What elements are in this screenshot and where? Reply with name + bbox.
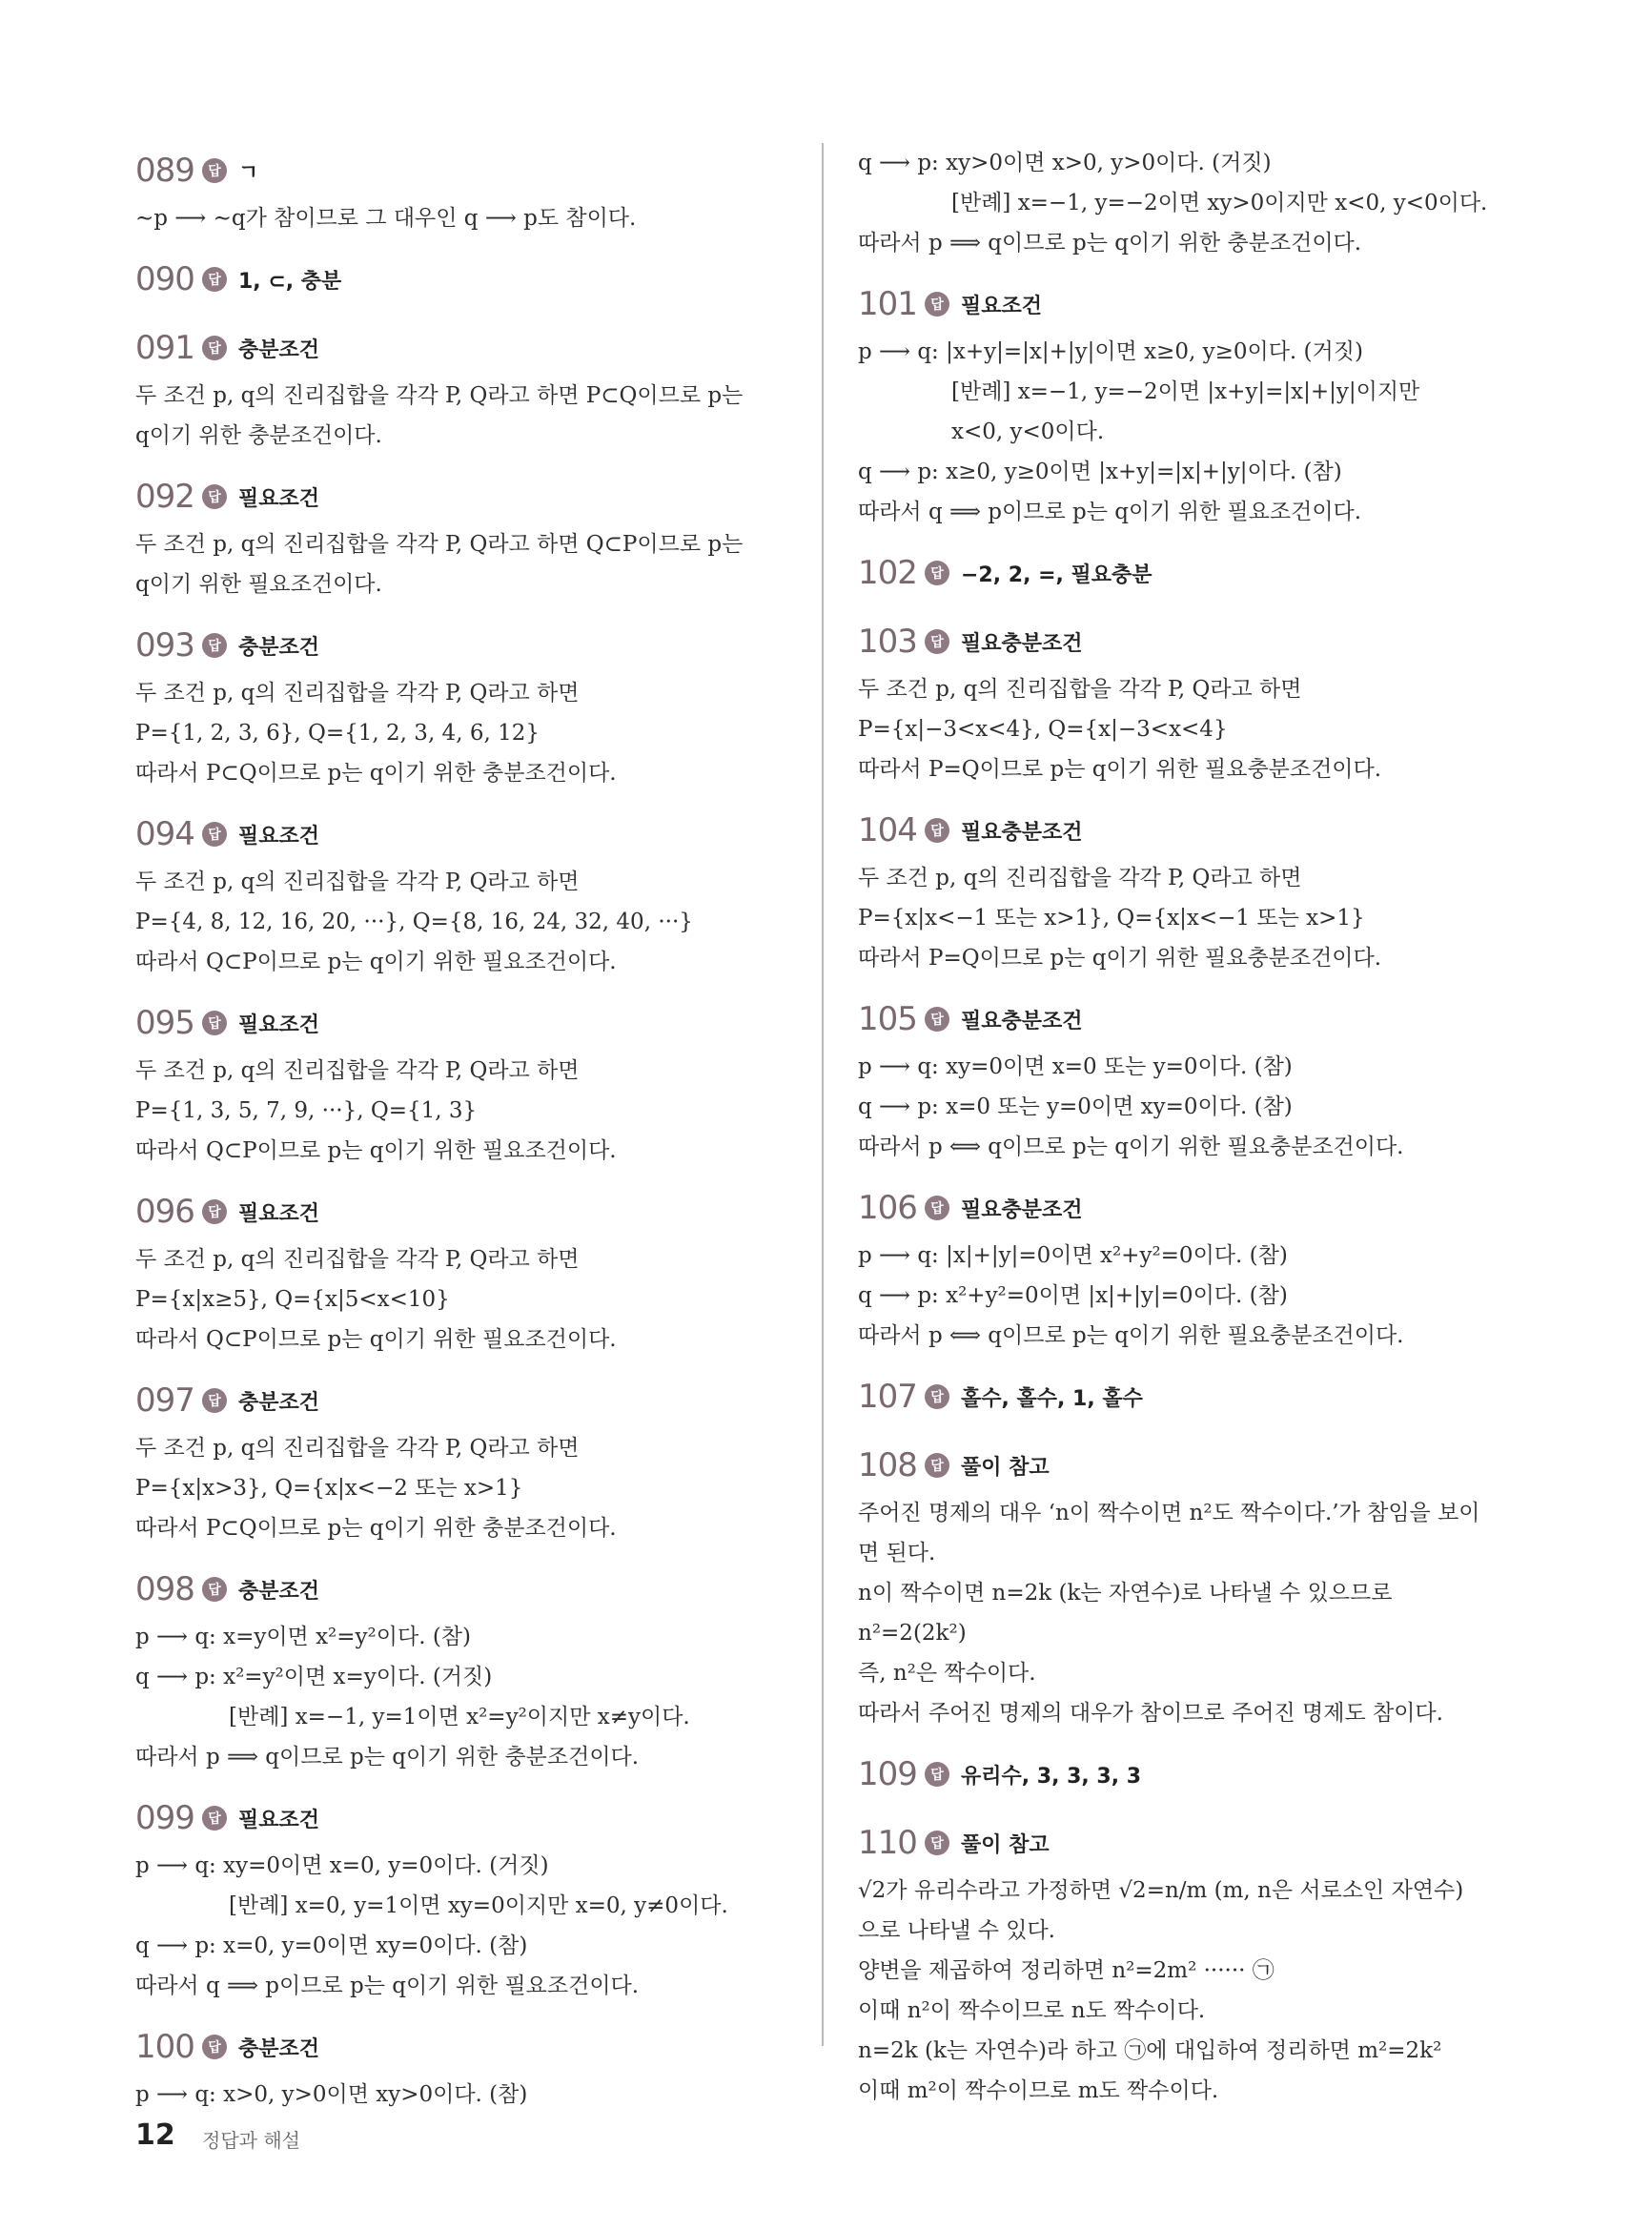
answer-entry [135,2019,793,2115]
answer-entry [858,1369,1525,1424]
problem-number: 094 [135,815,194,853]
explanation-line: 두 조건 p, q의 진리집합을 각각 P, Q라고 하면 [135,1247,580,1272]
answer-text: 충분조건 [238,2036,320,2061]
explanation-line: 두 조건 p, q의 진리집합을 각각 P, Q라고 하면 [135,1436,580,1461]
answer-entry [858,545,1525,601]
answer-text: −2, 2, =, 필요충분 [961,563,1152,587]
explanation-line: P={x|−3<x<4}, Q={x|−3<x<4} [858,717,1228,742]
answer-entry [858,1180,1525,1356]
answer-text: 필요충분조건 [961,631,1083,656]
answer-entry [858,276,1525,532]
problem-number: 107 [858,1378,917,1416]
explanation-line: q ⟶ p: x²=y²이면 x=y이다. (거짓) [135,1665,493,1689]
problem-number: 095 [135,1004,194,1042]
answer-badge: 답 [925,818,949,843]
answer-entry [135,807,793,982]
answer-badge: 답 [202,267,227,292]
answer-entry [135,618,793,793]
explanation-line: 따라서 Q⊂P이므로 p는 q이기 위한 필요조건이다. [135,1327,617,1352]
explanation-line: 면 된다. [858,1541,936,1565]
explanation-line: 두 조건 p, q의 진리집합을 각각 P, Q라고 하면 [135,681,580,706]
explanation-line: 따라서 P⊂Q이므로 p는 q이기 위한 충분조건이다. [135,761,617,786]
problem-number: 100 [135,2028,194,2066]
explanation-line: p ⟶ q: |x+y|=|x|+|y|이면 x≥0, y≥0이다. (거짓) [858,339,1363,364]
answer-badge: 답 [202,1011,227,1035]
explanation-line: 두 조건 p, q의 진리집합을 각각 P, Q라고 하면 [858,677,1302,702]
answer-text: 충분조건 [238,338,320,362]
explanation-line: 따라서 P⊂Q이므로 p는 q이기 위한 충분조건이다. [135,1516,617,1541]
answer-text: 유리수, 3, 3, 3, 3 [961,1764,1142,1789]
explanation-line: p ⟶ q: |x|+|y|=0이면 x²+y²=0이다. (참) [858,1243,1288,1268]
answer-text: 충분조건 [238,1579,320,1604]
answer-text: 풀이 참고 [961,1455,1050,1480]
answer-badge: 답 [202,1199,227,1224]
answer-text: 필요조건 [238,824,320,849]
explanation-line: x<0, y<0이다. [951,419,1105,444]
answer-entry [858,1747,1525,1802]
explanation-line: 두 조건 p, q의 진리집합을 각각 P, Q라고 하면 P⊂Q이므로 p는 [135,383,744,408]
explanation-line: p ⟶ q: xy=0이면 x=0, y=0이다. (거짓) [135,1853,549,1878]
explanation-line: P={1, 3, 5, 7, 9, ···}, Q={1, 3} [135,1098,478,1123]
answer-entry [858,143,1525,263]
explanation-line: 따라서 Q⊂P이므로 p는 q이기 위한 필요조건이다. [135,1138,617,1163]
problem-number: 108 [858,1446,917,1484]
problem-number: 099 [135,1799,194,1837]
left-column [135,143,793,2128]
page-number: 12 [135,2118,175,2152]
answer-badge: 답 [202,336,227,360]
answer-entry [858,803,1525,978]
problem-number: 102 [858,554,917,592]
answer-text: 필요조건 [238,1201,320,1226]
explanation-line: ∼p ⟶ ∼q가 참이므로 그 대우인 q ⟶ p도 참이다. [135,206,637,231]
problem-number: 106 [858,1189,917,1227]
explanation-line: [반례] x=0, y=1이면 xy=0이지만 x=0, y≠0이다. [229,1893,728,1918]
column-divider [822,143,824,2046]
answer-badge: 답 [925,1453,949,1478]
entry-header [135,469,793,524]
explanation-line: 따라서 p ⟹ q이므로 p는 q이기 위한 충분조건이다. [858,231,1362,256]
explanation-line: p ⟶ q: xy=0이면 x=0 또는 y=0이다. (참) [858,1054,1293,1079]
explanation-line: q이기 위한 필요조건이다. [135,572,382,597]
explanation-line: 두 조건 p, q의 진리집합을 각각 P, Q라고 하면 [135,869,580,894]
explanation-line: n²=2(2k²) [858,1621,967,1646]
entry-header [858,1815,1525,1871]
answer-text: 필요충분조건 [961,1197,1083,1222]
answer-entry [858,614,1525,789]
entry-header [135,320,793,376]
answer-badge: 답 [925,1762,949,1787]
explanation-line: 두 조건 p, q의 진리집합을 각각 P, Q라고 하면 Q⊂P이므로 p는 [135,532,744,557]
answer-badge: 답 [925,1831,949,1855]
answer-entry [135,1790,793,2006]
answer-badge: 답 [925,292,949,317]
entry-header [858,614,1525,669]
explanation-line: 양변을 제곱하여 정리하면 n²=2m² ······ ㉠ [858,1958,1275,1983]
entry-header [858,992,1525,1047]
answer-entry [135,143,793,238]
explanation-line: 따라서 q ⟹ p이므로 p는 q이기 위한 필요조건이다. [858,500,1362,524]
entry-header [135,143,793,198]
entry-header [858,1180,1525,1236]
explanation-line: q ⟶ p: x=0, y=0이면 xy=0이다. (참) [135,1933,528,1958]
answer-badge: 답 [202,158,227,183]
answer-badge: 답 [202,2035,227,2059]
answer-text: 필요조건 [238,486,320,511]
answer-badge: 답 [202,484,227,509]
explanation-line: 따라서 p ⟺ q이므로 p는 q이기 위한 필요충분조건이다. [858,1135,1404,1159]
explanation-line: n이 짝수이면 n=2k (k는 자연수)로 나타낼 수 있으므로 [858,1581,1393,1606]
problem-number: 109 [858,1755,917,1793]
answer-entry [135,1184,793,1360]
problem-number: 098 [135,1570,194,1608]
answer-text: 필요조건 [961,294,1043,318]
answer-text: 풀이 참고 [961,1832,1050,1857]
explanation-line: P={1, 2, 3, 6}, Q={1, 2, 3, 4, 6, 12} [135,721,540,746]
explanation-line: 따라서 Q⊂P이므로 p는 q이기 위한 필요조건이다. [135,950,617,974]
entry-header [858,803,1525,858]
answer-text: ㄱ [238,160,259,185]
answer-badge: 답 [202,633,227,658]
explanation-line: P={x|x≥5}, Q={x|5<x<10} [135,1287,450,1312]
answer-entry [135,995,793,1171]
answer-entry [858,992,1525,1167]
answer-entry [135,1562,793,1777]
problem-number: 104 [858,811,917,849]
entry-header [135,618,793,673]
answer-entry [135,1373,793,1548]
problem-number: 101 [858,285,917,323]
explanation-line: 이때 n²이 짝수이므로 n도 짝수이다. [858,1998,1206,2023]
answer-badge: 답 [925,1007,949,1032]
explanation-line: 두 조건 p, q의 진리집합을 각각 P, Q라고 하면 [135,1058,580,1083]
entry-header [135,1562,793,1617]
explanation-line: 즉, n²은 짝수이다. [858,1661,1036,1686]
answer-entry [858,1438,1525,1733]
answer-badge: 답 [925,1384,949,1409]
problem-number: 089 [135,152,194,190]
explanation-line: [반례] x=−1, y=1이면 x²=y²이지만 x≠y이다. [229,1705,690,1729]
answer-badge: 답 [202,1806,227,1831]
entry-header [858,1369,1525,1424]
problem-number: 103 [858,623,917,661]
problem-number: 090 [135,260,194,298]
answer-entry [135,252,793,307]
entry-header [858,276,1525,332]
answer-badge: 답 [202,1388,227,1413]
explanation-line: 두 조건 p, q의 진리집합을 각각 P, Q라고 하면 [858,866,1302,890]
entry-header [135,2019,793,2075]
explanation-line: 따라서 p ⟹ q이므로 p는 q이기 위한 충분조건이다. [135,1745,640,1770]
answer-text: 충분조건 [238,1390,320,1415]
entry-header [135,252,793,307]
explanation-line: q ⟶ p: x≥0, y≥0이면 |x+y|=|x|+|y|이다. (참) [858,460,1342,484]
explanation-line: 주어진 명제의 대우 ‘n이 짝수이면 n²도 짝수이다.’가 참임을 보이 [858,1501,1480,1525]
explanation-line: 으로 나타낼 수 있다. [858,1918,1055,1943]
explanation-line: 이때 m²이 짝수이므로 m도 짝수이다. [858,2078,1219,2103]
answer-text: 충분조건 [238,635,320,660]
explanation-line: [반례] x=−1, y=−2이면 xy>0이지만 x<0, y<0이다. [951,191,1488,215]
explanation-line: p ⟶ q: x=y이면 x²=y²이다. (참) [135,1625,471,1649]
problem-number: 105 [858,1000,917,1038]
entry-header [858,1438,1525,1493]
answer-badge: 답 [925,629,949,654]
explanation-line: P={4, 8, 12, 16, 20, ···}, Q={8, 16, 24, 32, 40, ···} [135,910,693,934]
explanation-line: 따라서 q ⟹ p이므로 p는 q이기 위한 필요조건이다. [135,1974,640,1998]
explanation-line: [반례] x=−1, y=−2이면 |x+y|=|x|+|y|이지만 [951,379,1420,404]
explanation-line: q ⟶ p: x=0 또는 y=0이면 xy=0이다. (참) [858,1095,1293,1119]
explanation-line: n=2k (k는 자연수)라 하고 ㉠에 대입하여 정리하면 m²=2k² [858,2038,1442,2063]
explanation-line: √2가 유리수라고 가정하면 √2=n/m (m, n은 서로소인 자연수) [858,1878,1464,1903]
problem-number: 093 [135,626,194,665]
entry-header [135,1790,793,1846]
answer-text: 1, ⊂, 충분 [238,269,342,294]
explanation-line: P={x|x<−1 또는 x>1}, Q={x|x<−1 또는 x>1} [858,906,1365,931]
answer-badge: 답 [202,1577,227,1602]
explanation-line: q이기 위한 충분조건이다. [135,423,382,448]
answer-text: 필요조건 [238,1808,320,1832]
problem-number: 110 [858,1824,917,1862]
answer-text: 필요충분조건 [961,1009,1083,1033]
entry-header [858,545,1525,601]
answer-text: 홀수, 홀수, 1, 홀수 [961,1386,1143,1411]
problem-number: 096 [135,1193,194,1231]
entry-header [135,1373,793,1428]
answer-badge: 답 [925,1196,949,1220]
explanation-line: 따라서 P=Q이므로 p는 q이기 위한 필요충분조건이다. [858,946,1382,971]
answer-entry [858,1815,1525,2111]
entry-header [858,1747,1525,1802]
problem-number: 097 [135,1381,194,1420]
problem-number: 092 [135,478,194,516]
footer-label: 정답과 해설 [202,2129,300,2152]
answer-badge: 답 [202,822,227,847]
answer-entry [135,320,793,456]
right-column [858,143,1525,2124]
explanation-line: q ⟶ p: x²+y²=0이면 |x|+|y|=0이다. (참) [858,1283,1288,1308]
explanation-line: q ⟶ p: xy>0이면 x>0, y>0이다. (거짓) [858,151,1272,175]
entry-header [135,807,793,862]
answer-entry [135,469,793,604]
explanation-line: 따라서 주어진 명제의 대우가 참이므로 주어진 명제도 참이다. [858,1701,1443,1726]
explanation-line: 따라서 p ⟺ q이므로 p는 q이기 위한 필요충분조건이다. [858,1323,1404,1348]
entry-header [135,1184,793,1239]
answer-text: 필요조건 [238,1013,320,1037]
answer-badge: 답 [925,561,949,585]
problem-number: 091 [135,329,194,367]
explanation-line: P={x|x>3}, Q={x|x<−2 또는 x>1} [135,1476,523,1501]
entry-header [135,995,793,1051]
explanation-line: p ⟶ q: x>0, y>0이면 xy>0이다. (참) [135,2082,528,2107]
answer-text: 필요충분조건 [961,820,1083,845]
explanation-line: 따라서 P=Q이므로 p는 q이기 위한 필요충분조건이다. [858,757,1382,782]
